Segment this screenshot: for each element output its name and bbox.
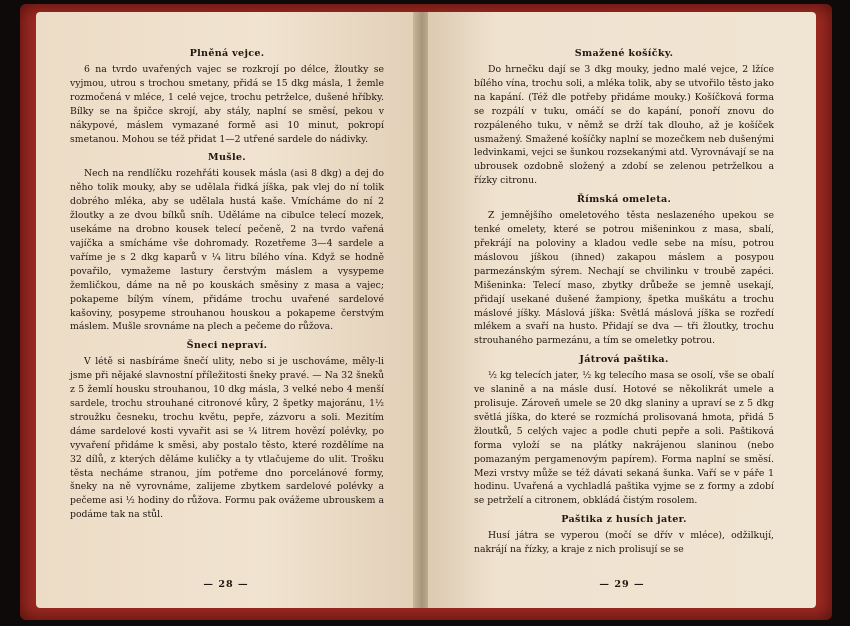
- section-title: Šneci nepraví.: [186, 340, 268, 352]
- section-title: Římská omeleta.: [576, 194, 672, 206]
- page-number: — 29 —: [599, 579, 645, 590]
- page-number: — 28 —: [203, 579, 249, 590]
- section-title: Játrová paštika.: [579, 354, 669, 366]
- section-title: Paštika z husích jater.: [561, 514, 687, 526]
- left-page: [36, 12, 416, 608]
- section-text: 6 na tvrdo uvařených vajec se rozkrojí po délce, žloutky se vyjmou, utrou s trochou smetany, přidá se 15 dkg másla, 1 žemle rozmočená v mléce, 1 celé vejce, trochu petrželce, dušené hříbky. Bílky se na špičce skrojí, aby stály, naplní se směsí, pekou v nákypové, máslem vymazané formě asi 10 minut, pokropí smetanou. Mohou se též přidat 1—2 utřené sardele do nádivky.: [70, 64, 384, 145]
- section-text: Nech na rendlíčku rozehřáti kousek másla (asi 8 dkg) a dej do něho tolik mouky, aby se udělala řidká jíška, pak vlej do ní tolik dobrého mléka, aby se udělala hustá kaše. Vmícháme do ní 2 žloutky a ze dvou bílků sníh. Uděláme na cibulce telecí mozek, usekáme na drobno kousek telecí pečeně, 2 na tvrdo vařená vajíčka a smícháme vše dohromady. Rozetřeme 3—4 sardele a vaříme je s 2 dkg kaparů v ¼ litru bílého vína. Když se hodně povařilo, vymažeme lastury čerstvým máslem a vysypeme žemličkou, dáme na ně po kouskách směsiny z masa a vajec; pokapeme bílým vínem, přidáme trochu uvařené sardelové kašoviny, posypeme strouhanou houskou a pokapeme čerstvým máslem. Mušle srovnáme na plech a pečeme do růžova.: [70, 168, 384, 333]
- section-text: Husí játra se vyperou (močí se dřív v mléce), odžilkují, nakrájí na řízky, a kraje z nich prolisují se se: [474, 530, 774, 556]
- section-title: Smažené košíčky.: [574, 48, 674, 59]
- section-title: Mušle.: [208, 152, 246, 164]
- section-text: Z jemnějšího omeletového těsta neslazeného upekou se tenké omelety, které se potrou mišeninkou z masa, sbalí, překrájí na poloviny a kladou vedle sebe na mísu, potrou máslovou jíškou (ihned) zakapou máslem a posypou parmezánským sýrem. Nechají se chvilinku v troubě zapéci. Mišeninka: Telecí maso, zbytky drůbeže se jemně usekají, přidají usekané dušené žampiony, špetka muškátu a trochu máslové jíšky. Máslová jíška: Světlá máslová jíška se rozředí mlékem a svaří na husto. Přidají se dva — tři žloutky, trochu strouhaného parmezánu, a tím se omeletky potrou.: [474, 210, 774, 347]
- left-page-text: [70, 48, 384, 528]
- section-text: V létě si nasbíráme šnečí ulity, nebo si je uschováme, měly-li jsme při nějaké slavnostní příležitosti šneky pravé. — Na 32 šneků z 5 žemlí housku strouhanou, 10 dkg másla, 3 velké nebo 4 menší sardele, trochu strouhané citronové kůry, 2 špetky majoránu, 1½ stroužku česneku, trochu květu, pepře, zázvoru a soli. Mezitím dáme sardelové kosti vyvařit asi se ¼ litrem hovězí polévky, po vyvaření přidáme k směsi, aby postalo těsto, které rozdělíme na 32 dílů, z kterých děláme kuličky a ty vtlačujeme do ulit. Trošku těsta necháme stranou, jím potřeme dno porcelánové formy, šneky na ně vyrovnáme, zalijeme zbytkem sardelové polévky a pečeme asi ½ hodiny do růžova. Formu pak ovážeme ubrouskem a podáme tak na stůl.: [70, 356, 384, 521]
- right-page-text: [474, 48, 774, 563]
- section-text: ½ kg telecích jater, ½ kg telecího masa se osolí, vše se obalí ve slanině a na másle dusí. Hotové se několikrát umele a prolisuje. Zároveň umele se 20 dkg slaniny a upraví se z 5 dkg světlá jíška, do které se rozmíchá prolisovaná hmota, přidá 5 žloutků, 5 celých vajec a podle chuti pepře a soli. Paštiková forma vyloží se na plátky nakrájenou slaninou (nebo pomazaným pergamenovým papírem). Forma naplní se směsí. Mezi vrstvy může se též dávati sekaná šunka. Vaří se v páře 1 hodinu. Uvařená a vychladlá paštika vyjme se z formy a zdobí se petrželí a citronem, obkládá čistým rosolem.: [474, 370, 774, 507]
- section-title: Plněná vejce.: [189, 48, 265, 59]
- section-text: Do hrnečku dají se 3 dkg mouky, jedno malé vejce, 2 lžíce bílého vína, trochu soli, a mléka tolik, aby se utvořilo těsto jako na kapání. (Též dle potřeby přidáme mouky.) Košíčková forma se rozpálí v tuku, omáčí se do kapání, ponoří znovu do rozpáleného tuku, v němž se drží tak dlouho, až je košíček usmažený. Smažené košíčky naplní se mozečkem neb dušenými ledvinkami, vejci se šunkou rozsekanými atd. Vyrovnávají se na ubrousek ozdobně složený a zdobí se zelenou petrželkou a řízky citronu.: [474, 64, 774, 187]
- right-page: [428, 12, 816, 608]
